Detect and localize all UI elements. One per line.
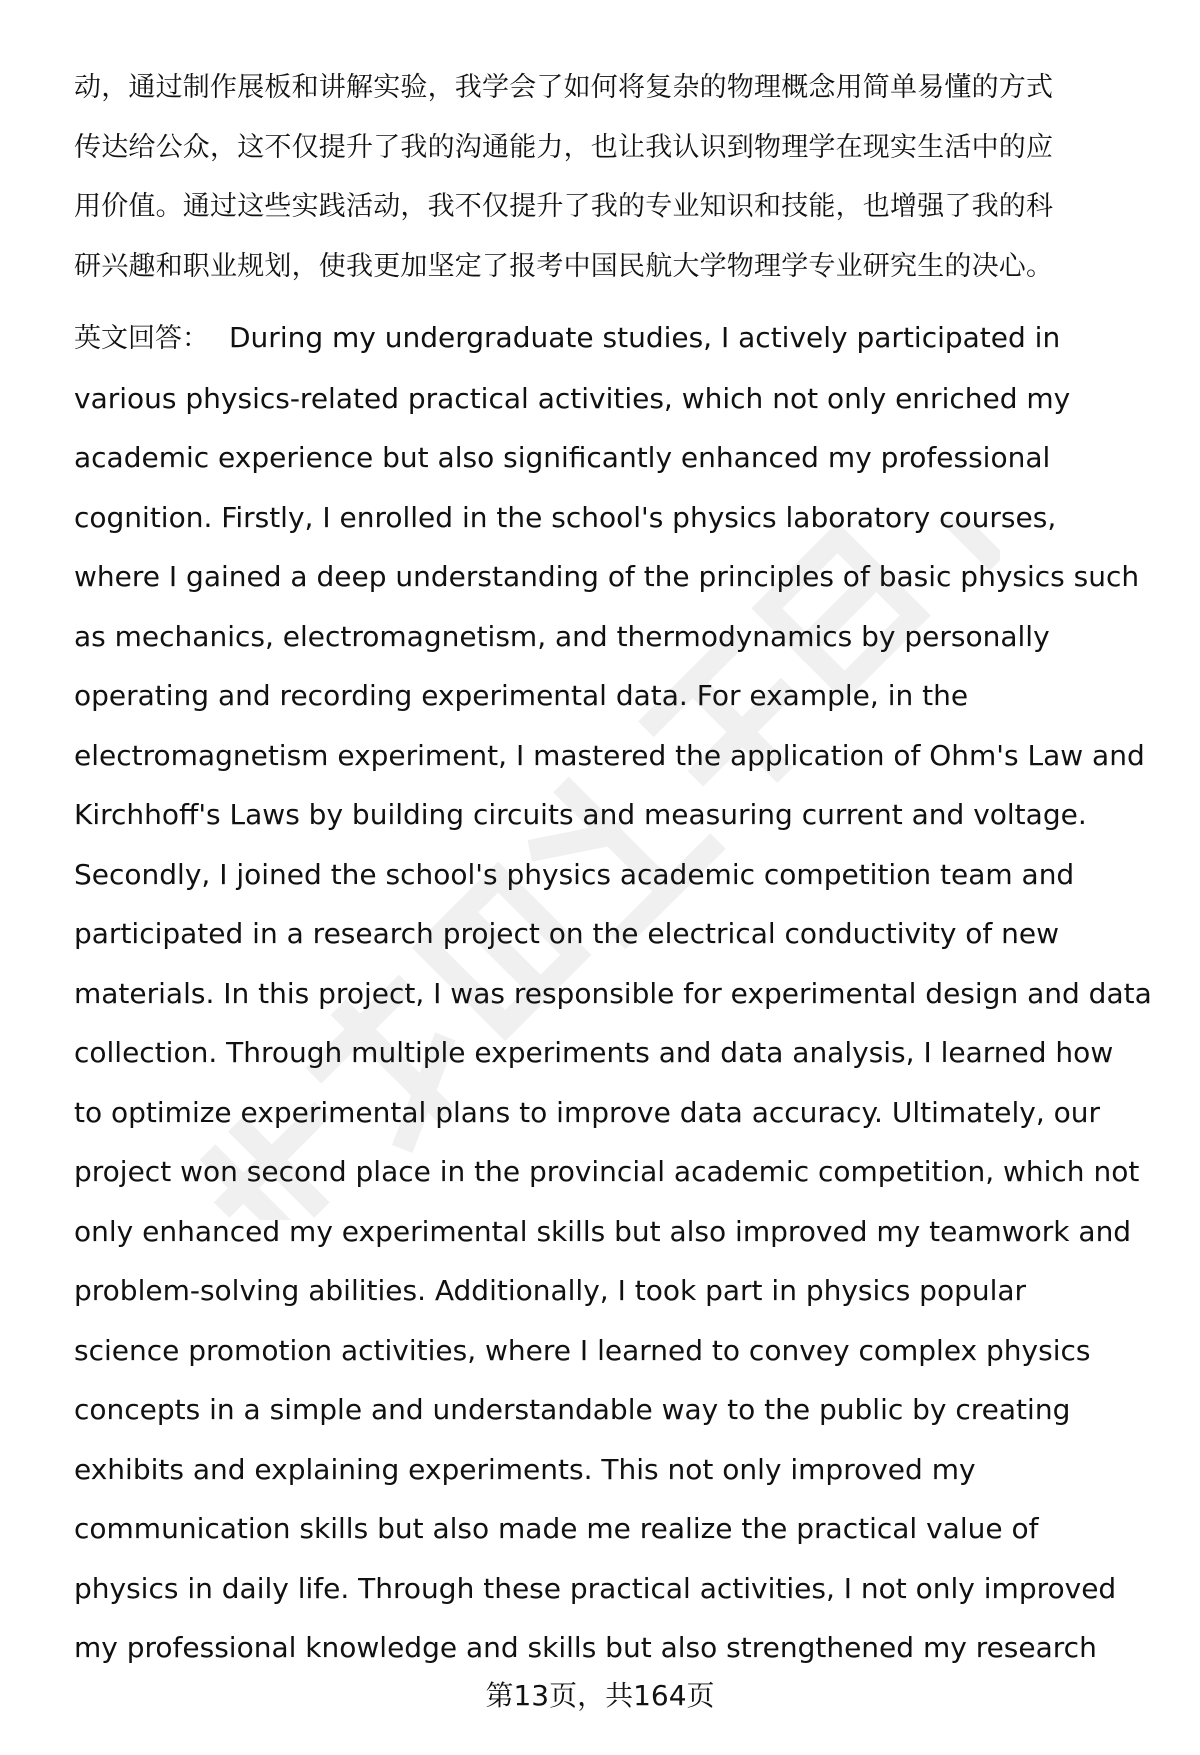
text-line: physics in daily life. Through these practical activities, I not only improved bbox=[74, 1571, 1117, 1605]
text-line: various physics-related practical activities, which not only enriched my bbox=[74, 381, 1071, 415]
chinese-paragraph bbox=[74, 58, 1164, 296]
text-line: to optimize experimental plans to improve data accuracy. Ultimately, our bbox=[74, 1095, 1101, 1129]
text-line: 传达给公众，这不仅提升了我的沟通能力，也让我认识到物理学在现实生活中的应 bbox=[74, 131, 1054, 163]
text-line: 动，通过制作展板和讲解实验，我学会了如何将复杂的物理概念用简单易懂的方式 bbox=[74, 72, 1054, 103]
document-body bbox=[74, 58, 1164, 1678]
text-line: my professional knowledge and skills but also strengthened my research bbox=[74, 1631, 1097, 1664]
text-line: concepts in a simple and understandable way to the public by creating bbox=[74, 1393, 1071, 1426]
text-line: science promotion activities, where I learned to convey complex physics bbox=[74, 1333, 1091, 1367]
english-answer-label: 英文回答： bbox=[74, 323, 209, 354]
text-line: collection. Through multiple experiments and data analysis, I learned how bbox=[74, 1036, 1114, 1069]
page-number-footer: 第13页，共164页 bbox=[485, 1679, 715, 1712]
text-line: only enhanced my experimental skills but also improved my teamwork and bbox=[74, 1214, 1132, 1248]
text-line: Kirchhoff's Laws by building circuits and measuring current and voltage. bbox=[74, 798, 1087, 831]
text-line: 研兴趣和职业规划，使我更加坚定了报考中国民航大学物理学专业研究生的决心。 bbox=[74, 250, 1054, 282]
text-line: where I gained a deep understanding of the principles of basic physics such bbox=[74, 560, 1140, 593]
text-line: 用价值。通过这些实践活动，我不仅提升了我的专业知识和技能，也增强了我的科 bbox=[74, 191, 1054, 222]
english-answer-first-line: During my undergraduate studies, I actively participated in bbox=[229, 321, 1061, 354]
text-line: cognition. Firstly, I enrolled in the school's physics laboratory courses, bbox=[74, 500, 1057, 534]
text-line: participated in a research project on the electrical conductivity of new bbox=[74, 917, 1060, 950]
text-line: problem-solving abilities. Additionally, I took part in physics popular bbox=[74, 1274, 1027, 1307]
text-line: electromagnetism experiment, I mastered the application of Ohm's Law and bbox=[74, 738, 1145, 772]
english-answer-paragraph bbox=[74, 308, 1164, 1678]
text-line: operating and recording experimental data. For example, in the bbox=[74, 679, 969, 712]
text-line: communication skills but also made me realize the practical value of bbox=[74, 1512, 1039, 1545]
text-line: exhibits and explaining experiments. This not only improved my bbox=[74, 1452, 976, 1486]
text-line: project won second place in the provincial academic competition, which not bbox=[74, 1155, 1140, 1188]
text-line: as mechanics, electromagnetism, and thermodynamics by personally bbox=[74, 619, 1050, 653]
text-line: materials. In this project, I was responsible for experimental design and data bbox=[74, 976, 1152, 1010]
text-line: Secondly, I joined the school's physics academic competition team and bbox=[74, 857, 1075, 891]
text-line: academic experience but also significantly enhanced my professional bbox=[74, 441, 1051, 474]
text-line bbox=[74, 308, 1164, 369]
